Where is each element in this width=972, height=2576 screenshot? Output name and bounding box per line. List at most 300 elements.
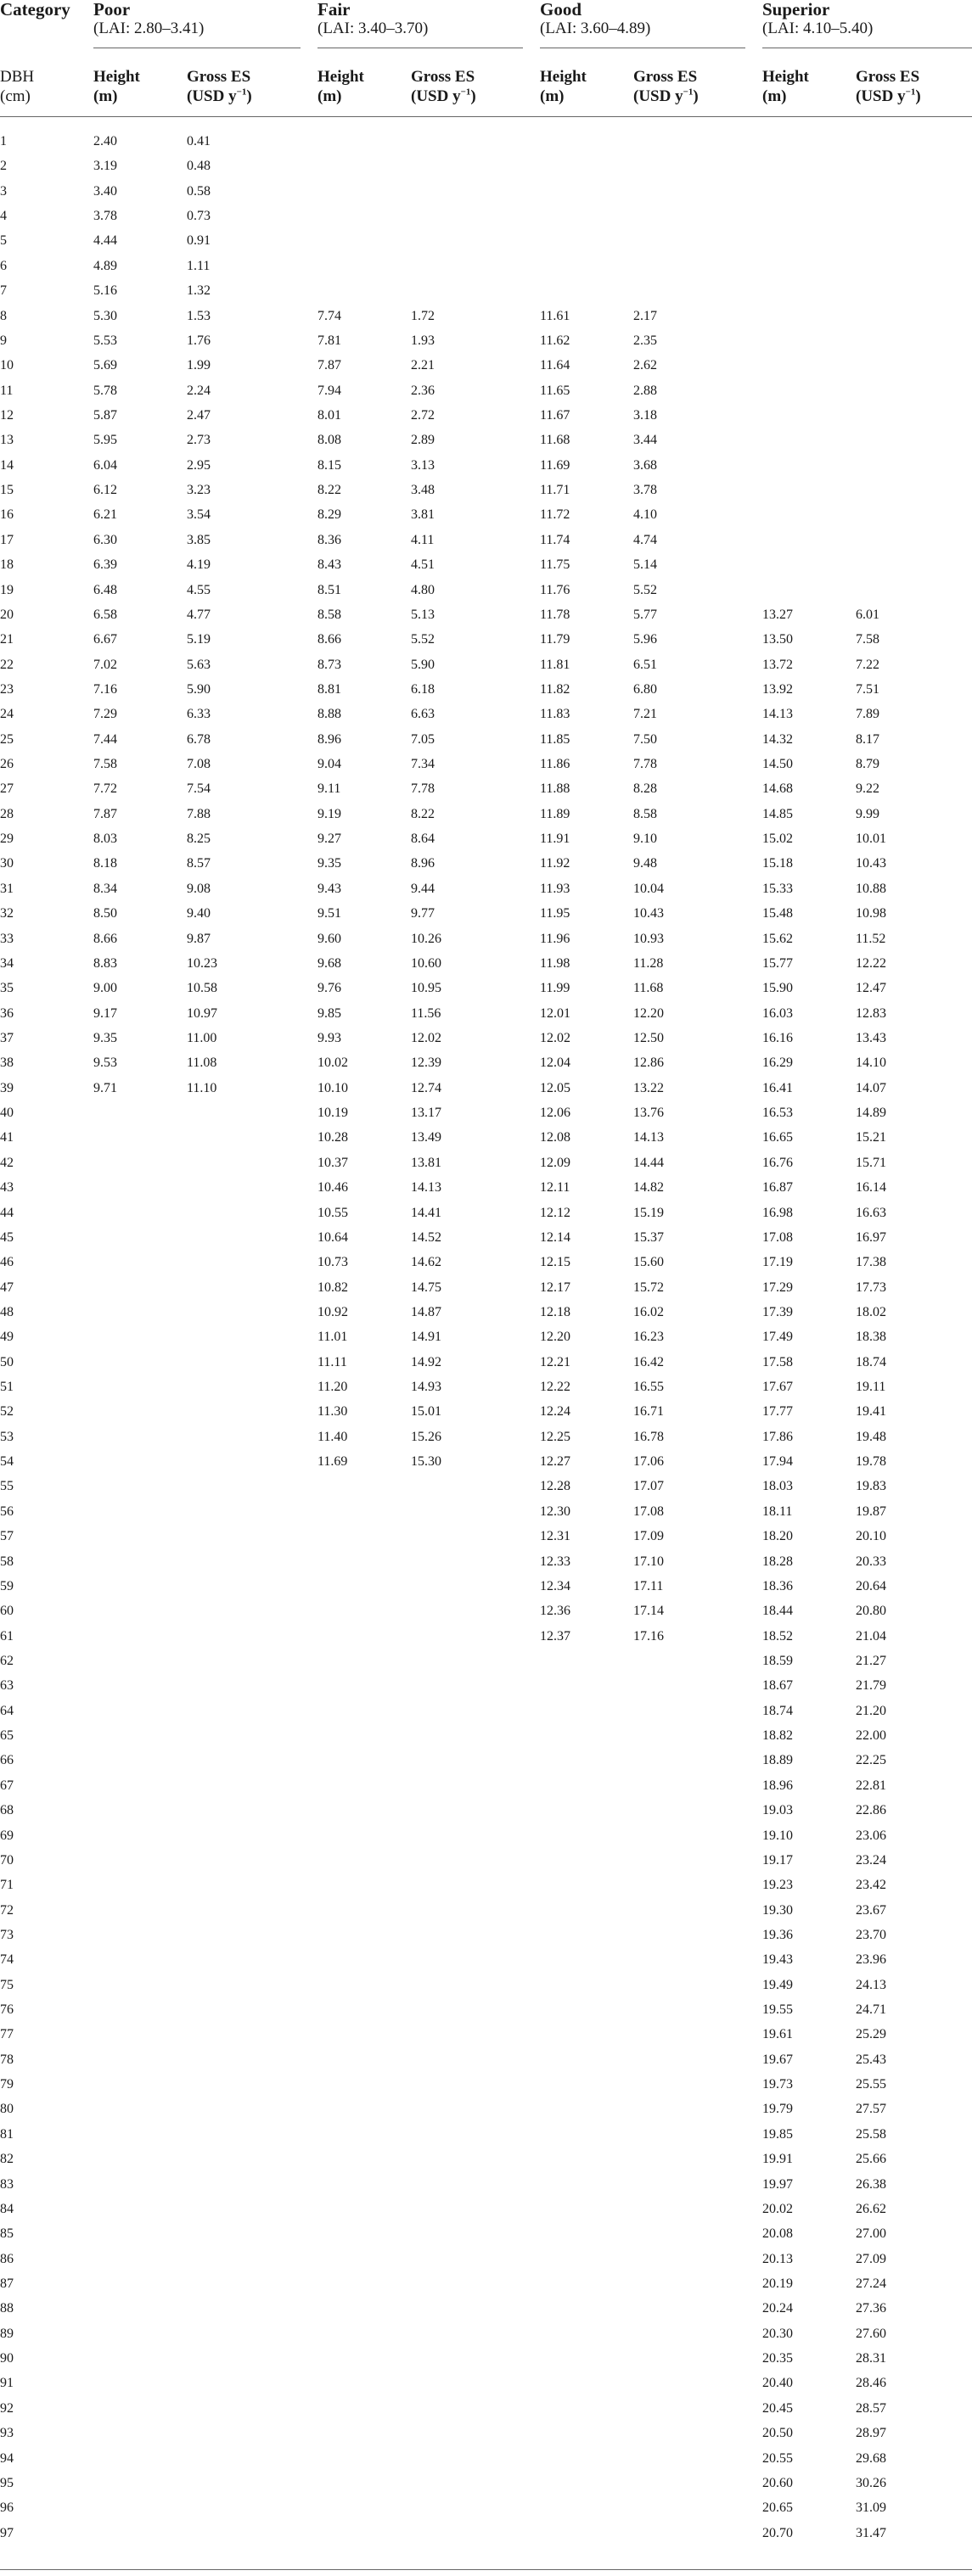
height-header-poor: Height [93,68,140,86]
dbh-cell: 2 [0,159,7,174]
es-cell-superior: 10.88 [856,881,886,896]
height-cell-good: 11.83 [540,707,570,722]
dbh-cell: 1 [0,134,7,148]
dbh-cell: 16 [0,507,14,523]
height-cell-superior: 20.65 [762,2500,793,2516]
height-cell-superior: 15.18 [762,856,793,871]
height-cell-poor: 7.29 [93,707,117,722]
dbh-cell: 7 [0,283,7,299]
height-cell-good: 12.34 [540,1578,570,1593]
height-cell-poor: 5.78 [93,383,117,398]
height-cell-poor: 5.16 [93,283,117,299]
height-cell-superior: 18.82 [762,1728,793,1743]
height-cell-good: 12.15 [540,1255,570,1270]
height-cell-poor: 5.30 [93,308,117,323]
dbh-cell: 24 [0,707,14,722]
es-cell-superior: 23.70 [856,1927,886,1942]
height-cell-poor: 2.40 [93,134,117,148]
es-cell-good: 17.06 [633,1454,664,1470]
es-unit-text: (USD y [187,87,237,105]
dbh-cell: 12 [0,408,14,423]
height-cell-fair: 10.64 [317,1229,348,1245]
es-cell-good: 7.50 [633,731,657,747]
height-cell-poor: 4.44 [93,233,117,249]
es-cell-superior: 26.62 [856,2201,886,2216]
es-cell-superior: 12.47 [856,981,886,996]
height-cell-good: 12.27 [540,1454,570,1470]
es-cell-fair: 13.49 [411,1130,441,1145]
height-cell-fair: 11.01 [317,1330,348,1345]
height-cell-good: 11.93 [540,881,570,896]
height-cell-superior: 19.61 [762,2027,793,2042]
es-cell-superior: 10.01 [856,832,886,847]
es-cell-fair: 9.44 [411,881,435,896]
es-cell-superior: 6.01 [856,607,879,622]
es-cell-superior: 31.47 [856,2525,886,2540]
es-cell-fair: 1.72 [411,308,435,323]
height-cell-fair: 8.15 [317,457,341,473]
height-cell-superior: 20.08 [762,2226,793,2242]
es-cell-fair: 11.56 [411,1005,441,1021]
dbh-cell: 69 [0,1828,14,1843]
height-cell-superior: 18.96 [762,1778,793,1793]
height-cell-good: 12.18 [540,1304,570,1319]
height-cell-fair: 7.94 [317,383,341,398]
height-cell-fair: 8.96 [317,731,341,747]
height-cell-poor: 5.69 [93,358,117,373]
es-cell-good: 2.17 [633,308,657,323]
dbh-cell: 70 [0,1852,14,1868]
dbh-cell: 40 [0,1106,14,1120]
dbh-cell: 57 [0,1529,14,1544]
es-cell-poor: 4.55 [187,582,211,597]
es-cell-good: 5.96 [633,632,657,647]
height-cell-good: 11.95 [540,906,570,921]
height-cell-superior: 17.67 [762,1380,793,1394]
dbh-cell: 84 [0,2201,14,2216]
dbh-cell: 31 [0,881,14,896]
height-cell-good: 11.88 [540,781,570,797]
es-cell-fair: 12.02 [411,1031,441,1045]
es-cell-good: 15.72 [633,1280,664,1295]
es-cell-superior: 20.33 [856,1554,886,1569]
height-cell-fair: 7.87 [317,358,341,373]
es-cell-fair: 5.52 [411,632,435,647]
es-cell-poor: 3.23 [187,483,211,497]
height-cell-poor: 7.72 [93,781,117,797]
height-cell-superior: 15.33 [762,881,793,896]
es-cell-poor: 0.91 [187,233,211,249]
es-cell-poor: 1.53 [187,308,211,323]
es-cell-good: 14.44 [633,1155,664,1170]
es-cell-superior: 20.80 [856,1604,886,1619]
es-cell-superior: 9.22 [856,781,879,797]
es-cell-superior: 30.26 [856,2475,886,2490]
es-cell-superior: 10.43 [856,856,886,871]
height-cell-superior: 18.89 [762,1753,793,1768]
es-cell-superior: 19.83 [856,1479,886,1494]
es-cell-good: 4.10 [633,507,657,523]
height-cell-good: 11.98 [540,955,570,971]
dbh-cell: 15 [0,483,14,497]
height-cell-poor: 3.19 [93,159,117,174]
height-cell-superior: 17.39 [762,1304,793,1319]
dbh-cell: 19 [0,582,14,597]
height-cell-good: 11.79 [540,632,570,647]
height-cell-fair: 9.76 [317,981,341,996]
height-unit-poor: (m) [93,87,118,105]
es-cell-superior: 28.57 [856,2400,886,2416]
es-cell-superior: 27.24 [856,2276,886,2291]
height-cell-poor: 4.89 [93,258,117,273]
es-unit-poor [187,87,252,106]
height-cell-fair: 8.66 [317,632,341,647]
es-cell-poor: 7.88 [187,806,211,821]
height-cell-good: 11.89 [540,806,570,821]
height-unit-good: (m) [540,87,565,105]
height-cell-superior: 15.77 [762,955,793,971]
height-cell-superior: 17.86 [762,1429,793,1444]
es-cell-good: 6.80 [633,681,657,697]
dbh-cell: 35 [0,981,14,996]
es-cell-good: 2.62 [633,358,657,373]
es-cell-superior: 18.38 [856,1330,886,1345]
height-cell-poor: 7.02 [93,657,117,672]
es-cell-good: 14.82 [633,1180,664,1196]
height-cell-fair: 8.58 [317,607,341,622]
height-cell-fair: 8.81 [317,681,341,697]
height-cell-good: 11.69 [540,457,570,473]
height-cell-poor: 6.67 [93,632,117,647]
dbh-cell: 42 [0,1155,14,1170]
es-cell-good: 9.48 [633,856,657,871]
height-cell-fair: 10.92 [317,1304,348,1319]
group-name-fair: Fair [317,0,351,20]
es-cell-superior: 16.97 [856,1229,886,1245]
es-cell-poor: 10.58 [187,981,217,996]
dbh-cell: 56 [0,1504,14,1519]
height-cell-superior: 18.52 [762,1628,793,1644]
height-cell-superior: 17.77 [762,1404,793,1420]
es-unit-text: (USD y [633,87,683,105]
height-cell-fair: 9.43 [317,881,341,896]
dbh-cell: 67 [0,1778,14,1793]
es-cell-superior: 23.42 [856,1878,886,1893]
es-cell-good: 16.71 [633,1404,664,1420]
dbh-cell: 17 [0,532,14,547]
dbh-cell: 64 [0,1703,14,1718]
dbh-cell: 50 [0,1354,14,1369]
height-cell-superior: 15.48 [762,906,793,921]
height-cell-poor: 7.87 [93,806,117,821]
es-cell-poor: 1.76 [187,333,211,348]
es-unit-superior [856,87,921,106]
height-cell-superior: 20.55 [762,2450,793,2466]
dbh-cell: 60 [0,1604,14,1619]
es-cell-good: 7.21 [633,707,657,722]
es-cell-fair: 7.34 [411,757,435,771]
es-cell-good: 12.50 [633,1031,664,1045]
es-cell-superior: 20.64 [856,1578,886,1593]
es-unit-superscript: −1 [683,87,694,98]
height-cell-superior: 20.70 [762,2525,793,2540]
dbh-cell: 34 [0,955,14,971]
es-cell-good: 17.10 [633,1554,664,1569]
es-cell-fair: 2.36 [411,383,435,398]
dbh-cell: 22 [0,657,14,672]
height-cell-poor: 5.95 [93,433,117,448]
height-cell-superior: 19.97 [762,2176,793,2192]
es-cell-good: 11.68 [633,981,664,996]
dbh-cell: 44 [0,1205,14,1220]
es-cell-superior: 27.36 [856,2301,886,2316]
es-cell-superior: 23.06 [856,1828,886,1843]
height-cell-superior: 20.30 [762,2326,793,2341]
height-cell-fair: 10.10 [317,1080,348,1095]
es-cell-superior: 7.89 [856,707,879,722]
height-cell-fair: 8.51 [317,582,341,597]
es-cell-poor: 1.32 [187,283,211,299]
height-cell-poor: 6.04 [93,457,117,473]
es-cell-superior: 19.87 [856,1504,886,1519]
es-cell-fair: 14.62 [411,1255,441,1270]
es-header-superior: Gross ES [856,68,920,86]
es-cell-superior: 17.38 [856,1255,886,1270]
es-cell-good: 17.11 [633,1578,664,1593]
dbh-cell: 62 [0,1654,14,1668]
es-cell-superior: 19.41 [856,1404,886,1420]
height-cell-good: 11.68 [540,433,570,448]
height-cell-fair: 7.74 [317,308,341,323]
height-cell-good: 12.24 [540,1404,570,1420]
height-cell-superior: 20.40 [762,2376,793,2391]
es-cell-superior: 8.17 [856,731,879,747]
dbh-cell: 29 [0,832,14,847]
es-cell-good: 11.28 [633,955,664,971]
dbh-cell: 96 [0,2500,14,2516]
es-unit-close: ) [246,87,252,105]
es-cell-superior: 7.58 [856,632,879,647]
height-cell-poor: 5.53 [93,333,117,348]
height-cell-poor: 9.53 [93,1056,117,1071]
dbh-cell: 77 [0,2027,14,2042]
es-cell-good: 10.04 [633,881,664,896]
es-header-poor: Gross ES [187,68,251,86]
es-cell-fair: 14.75 [411,1280,441,1295]
dbh-cell: 85 [0,2226,14,2242]
height-cell-poor: 6.39 [93,557,117,573]
height-cell-fair: 10.46 [317,1180,348,1196]
es-cell-good: 14.13 [633,1130,664,1145]
dbh-cell: 4 [0,209,7,224]
height-cell-superior: 19.30 [762,1902,793,1918]
dbh-cell: 33 [0,931,14,946]
height-cell-poor: 8.83 [93,955,117,971]
es-cell-good: 16.23 [633,1330,664,1345]
es-cell-poor: 9.87 [187,931,211,946]
es-cell-superior: 15.71 [856,1155,886,1170]
es-cell-poor: 0.58 [187,183,211,199]
height-cell-superior: 13.92 [762,681,793,697]
es-cell-poor: 0.73 [187,209,211,224]
height-cell-good: 12.02 [540,1031,570,1045]
height-cell-good: 12.06 [540,1106,570,1120]
height-cell-superior: 16.29 [762,1056,793,1071]
height-cell-superior: 20.35 [762,2351,793,2366]
dbh-cell: 71 [0,1878,14,1893]
es-cell-superior: 15.21 [856,1130,886,1145]
es-cell-fair: 4.51 [411,557,435,573]
height-cell-poor: 5.87 [93,408,117,423]
es-cell-fair: 13.81 [411,1155,441,1170]
es-cell-poor: 3.85 [187,532,211,547]
height-cell-superior: 15.62 [762,931,793,946]
dbh-cell: 45 [0,1229,14,1245]
dbh-cell: 52 [0,1404,14,1420]
dbh-cell: 73 [0,1927,14,1942]
height-cell-superior: 16.87 [762,1180,793,1196]
dbh-cell: 6 [0,258,7,273]
height-cell-good: 12.31 [540,1529,570,1544]
height-cell-superior: 14.68 [762,781,793,797]
dbh-cell: 27 [0,781,14,797]
es-cell-superior: 24.71 [856,2002,886,2017]
category-header: Category [0,0,70,20]
es-unit-good [633,87,699,106]
height-cell-superior: 16.03 [762,1005,793,1021]
dbh-cell: 91 [0,2376,14,2391]
height-cell-good: 12.22 [540,1380,570,1394]
height-cell-poor: 8.50 [93,906,117,921]
es-cell-poor: 5.63 [187,657,211,672]
height-unit-superior: (m) [762,87,787,105]
dbh-cell: 38 [0,1056,14,1071]
es-unit-text: (USD y [856,87,906,105]
height-cell-superior: 13.72 [762,657,793,672]
height-cell-good: 11.81 [540,657,570,672]
es-cell-poor: 10.97 [187,1005,217,1021]
height-cell-good: 12.11 [540,1180,570,1196]
dbh-cell: 54 [0,1454,14,1470]
es-cell-superior: 20.10 [856,1529,886,1544]
height-cell-superior: 14.13 [762,707,793,722]
height-cell-poor: 6.48 [93,582,117,597]
dbh-cell: 79 [0,2077,14,2092]
es-cell-poor: 8.25 [187,832,211,847]
height-cell-poor: 7.16 [93,681,117,697]
es-cell-poor: 4.77 [187,607,211,622]
height-cell-fair: 8.36 [317,532,341,547]
dbh-cell: 39 [0,1080,14,1095]
height-cell-good: 12.09 [540,1155,570,1170]
height-cell-fair: 9.35 [317,856,341,871]
dbh-cell: 26 [0,757,14,771]
es-cell-fair: 15.30 [411,1454,441,1470]
es-cell-poor: 0.41 [187,134,211,148]
es-cell-good: 3.68 [633,457,657,473]
height-cell-superior: 19.79 [762,2102,793,2117]
height-cell-fair: 8.01 [317,408,341,423]
height-cell-superior: 18.74 [762,1703,793,1718]
height-cell-good: 12.20 [540,1330,570,1345]
height-cell-superior: 13.50 [762,632,793,647]
height-cell-fair: 10.02 [317,1056,348,1071]
es-cell-good: 15.60 [633,1255,664,1270]
dbh-cell: 97 [0,2525,14,2540]
es-cell-superior: 7.22 [856,657,879,672]
es-cell-superior: 25.29 [856,2027,886,2042]
es-cell-superior: 26.38 [856,2176,886,2192]
dbh-cell: 43 [0,1180,14,1196]
dbh-cell: 75 [0,1977,14,1992]
es-cell-fair: 3.48 [411,483,435,497]
height-cell-good: 11.62 [540,333,570,348]
es-cell-superior: 11.52 [856,931,886,946]
height-cell-superior: 16.76 [762,1155,793,1170]
es-unit-text: (USD y [411,87,461,105]
es-cell-poor: 1.11 [187,258,211,273]
es-cell-superior: 16.63 [856,1205,886,1220]
dbh-cell: 80 [0,2102,14,2117]
height-cell-good: 12.12 [540,1205,570,1220]
es-cell-fair: 8.64 [411,832,435,847]
es-cell-fair: 15.01 [411,1404,441,1420]
height-cell-superior: 17.29 [762,1280,793,1295]
es-cell-superior: 23.67 [856,1902,886,1918]
height-cell-superior: 18.36 [762,1578,793,1593]
es-cell-superior: 22.81 [856,1778,886,1793]
height-cell-good: 11.74 [540,532,570,547]
group-name-superior: Superior [762,0,830,20]
height-cell-fair: 8.73 [317,657,341,672]
dbh-cell: 23 [0,681,14,697]
group-name-good: Good [540,0,582,20]
height-cell-superior: 17.49 [762,1330,793,1345]
es-cell-fair: 14.52 [411,1229,441,1245]
height-cell-good: 12.21 [540,1354,570,1369]
height-cell-good: 11.85 [540,731,570,747]
dbh-cell: 28 [0,806,14,821]
es-cell-fair: 14.92 [411,1354,441,1369]
height-cell-superior: 19.67 [762,2052,793,2067]
dbh-cell: 59 [0,1578,14,1593]
es-cell-superior: 28.31 [856,2351,886,2366]
es-cell-good: 4.74 [633,532,657,547]
dbh-cell: 37 [0,1031,14,1045]
dbh-cell: 82 [0,2152,14,2167]
height-cell-good: 11.76 [540,582,570,597]
height-cell-superior: 20.02 [762,2201,793,2216]
es-cell-poor: 5.19 [187,632,211,647]
height-cell-fair: 9.60 [317,931,341,946]
dbh-cell: 88 [0,2301,14,2316]
height-cell-poor: 6.58 [93,607,117,622]
es-cell-fair: 13.17 [411,1106,441,1120]
es-cell-fair: 3.13 [411,457,435,473]
height-cell-good: 12.37 [540,1628,570,1644]
dbh-cell: 72 [0,1902,14,1918]
dbh-cell: 76 [0,2002,14,2017]
es-cell-good: 7.78 [633,757,657,771]
dbh-cell: 63 [0,1678,14,1694]
height-cell-superior: 14.32 [762,731,793,747]
height-cell-good: 12.08 [540,1130,570,1145]
dbh-cell: 58 [0,1554,14,1569]
dbh-cell: 53 [0,1429,14,1444]
es-cell-poor: 4.19 [187,557,211,573]
height-cell-good: 11.92 [540,856,570,871]
height-cell-good: 12.36 [540,1604,570,1619]
